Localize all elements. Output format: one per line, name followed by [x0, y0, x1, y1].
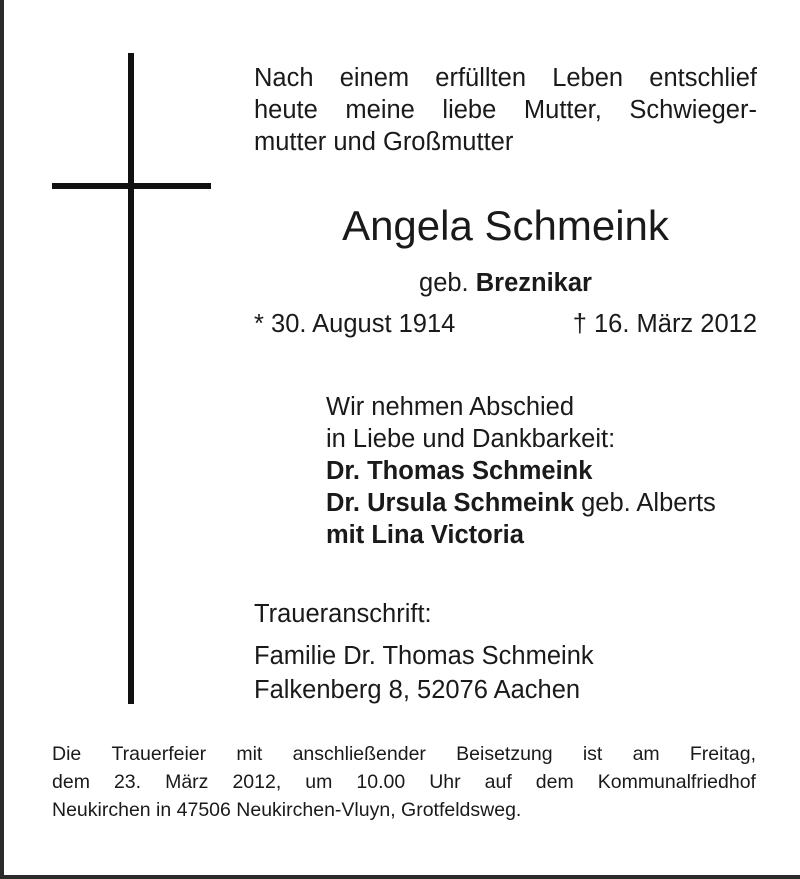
mourner-3 — [326, 519, 766, 551]
birth-name — [254, 267, 757, 299]
mourner-2 — [326, 487, 766, 519]
intro-word: heute — [254, 96, 318, 124]
funeral-line-2 — [52, 768, 756, 796]
mourner-2-name: Dr. Ursula Schmeink — [326, 489, 575, 517]
intro-word: einem — [339, 64, 410, 92]
funeral-word: 23. — [113, 771, 142, 793]
mourner-2-suffix: geb. Alberts — [574, 489, 716, 517]
intro-word: Leben — [552, 64, 624, 92]
funeral-line-3: Neukirchen in 47506 Neukirchen-Vluyn, Grotfeldsweg. — [52, 799, 522, 821]
birth-date: * 30. August 1914 — [254, 310, 456, 338]
birth-name-prefix: geb. — [419, 269, 469, 297]
funeral-word: am — [632, 743, 660, 765]
intro-word: liebe — [442, 96, 497, 124]
address-heading: Traueranschrift: — [254, 600, 432, 628]
funeral-word: anschließender — [292, 743, 426, 765]
intro-word: meine — [345, 96, 415, 124]
birth-name-value: Breznikar — [475, 269, 592, 297]
intro-line-3: mutter und Großmutter — [254, 128, 514, 156]
funeral-word: auf — [484, 771, 512, 793]
funeral-word: ist — [582, 743, 603, 765]
farewell-line-1: Wir nehmen Abschied — [326, 393, 575, 421]
intro-word: Schwieger- — [629, 96, 757, 124]
life-dates — [254, 308, 757, 340]
mourning-address — [254, 597, 757, 707]
mourners-block — [326, 391, 766, 551]
mourner-3-name: mit Lina Victoria — [326, 521, 524, 549]
intro-word: erfüllten — [435, 64, 527, 92]
address-line-1: Familie Dr. Thomas Schmeink — [254, 642, 594, 670]
intro-word: entschlief — [649, 64, 757, 92]
cross-icon-vertical-bar — [128, 53, 134, 704]
intro-word: Mutter, — [523, 96, 602, 124]
intro-word: Nach — [254, 64, 314, 92]
intro-line-2 — [254, 94, 757, 126]
funeral-word: März — [165, 771, 209, 793]
death-date: † 16. März 2012 — [572, 310, 757, 338]
farewell-line-2: in Liebe und Dankbarkeit: — [326, 425, 616, 453]
cross-icon-horizontal-bar — [52, 183, 211, 189]
intro-line-1 — [254, 62, 757, 94]
funeral-word: Trauerfeier — [111, 743, 207, 765]
funeral-word: dem — [535, 771, 574, 793]
funeral-word: dem — [52, 771, 90, 793]
address-line-2: Falkenberg 8, 52076 Aachen — [254, 676, 581, 704]
funeral-line-1 — [52, 740, 756, 768]
funeral-word: Kommunalfriedhof — [597, 771, 756, 793]
mourner-1 — [326, 455, 766, 487]
funeral-word: 10.00 — [356, 771, 406, 793]
intro-text — [254, 62, 757, 158]
funeral-word: um — [305, 771, 333, 793]
funeral-word: Beisetzung — [456, 743, 553, 765]
funeral-word: 2012, — [232, 771, 282, 793]
funeral-word: mit — [236, 743, 263, 765]
funeral-details — [52, 740, 756, 824]
funeral-word: Die — [52, 743, 82, 765]
deceased-name: Angela Schmeink — [342, 202, 669, 249]
mourner-1-name: Dr. Thomas Schmeink — [326, 457, 593, 485]
funeral-word: Uhr — [429, 771, 461, 793]
funeral-word: Freitag, — [689, 743, 756, 765]
